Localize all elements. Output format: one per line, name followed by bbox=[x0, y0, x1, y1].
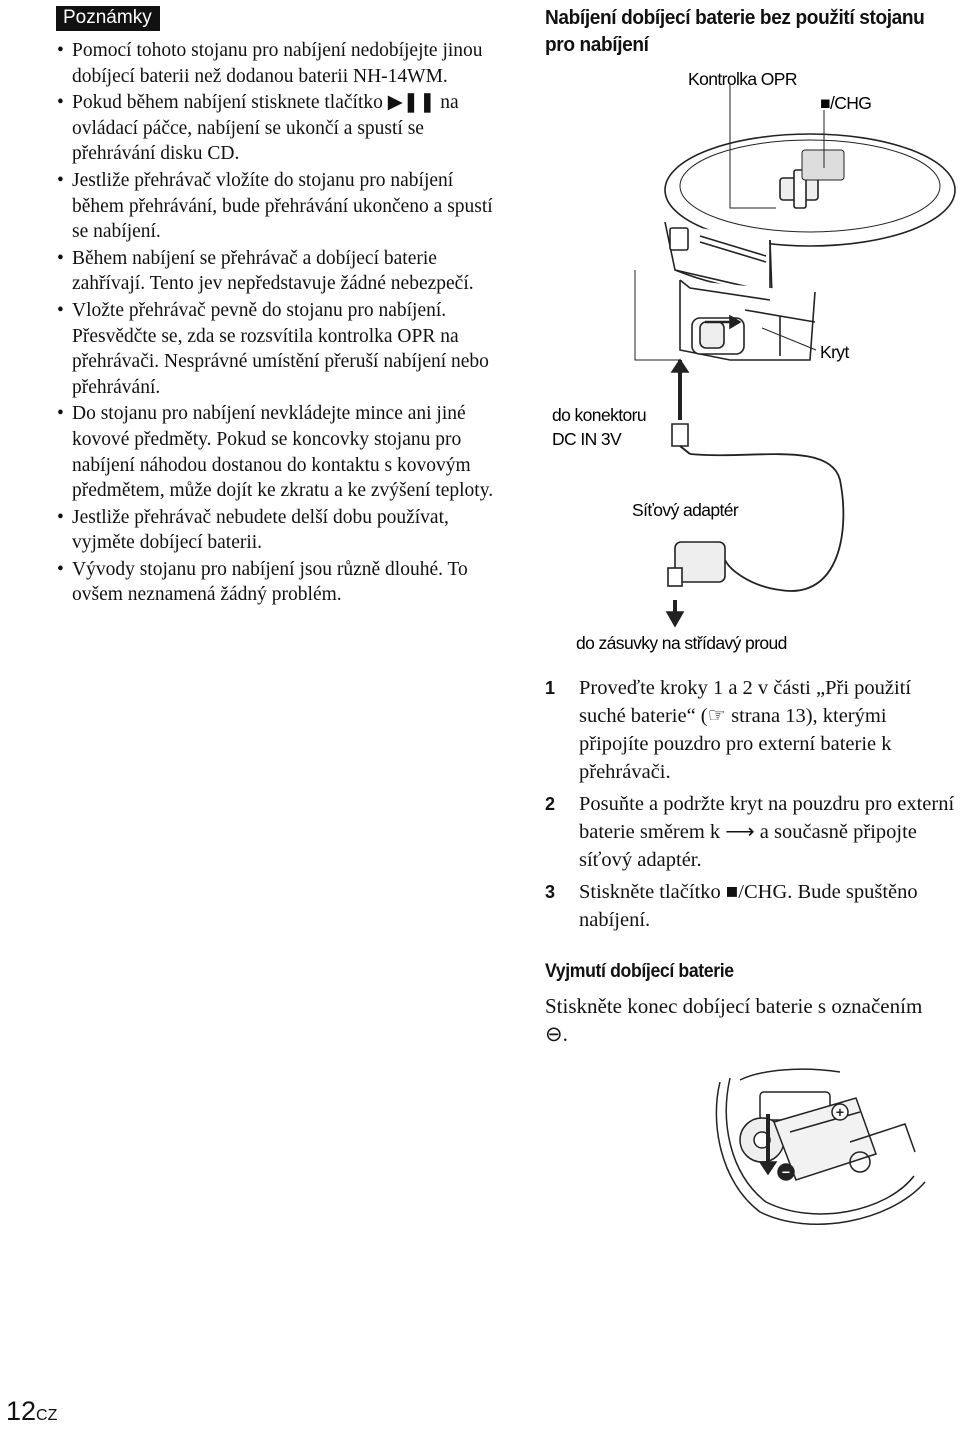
note-item: • Pokud během nabíjení stisknete tlačítko ▶❚❚ na ovládací páčce, nabíjení se ukončí a spustí se přehrávání disku CD. bbox=[56, 90, 496, 167]
label-opr: Kontrolka OPR bbox=[688, 69, 797, 89]
note-item: • Během nabíjení se přehrávač a dobíjecí baterie zahřívají. Tento jev nepředstavuje žádné nebezpečí. bbox=[56, 246, 496, 297]
note-item: • Vložte přehrávač pevně do stojanu pro nabíjení. Přesvědčte se, zda se rozsvítila kontrolka OPR na přehrávači. Nesprávné umístění přeruší nabíjení nebo přehrávání. bbox=[56, 298, 496, 400]
step-number: 2 bbox=[545, 794, 556, 814]
step-number: 1 bbox=[545, 678, 556, 698]
minus-sign: − bbox=[781, 1164, 791, 1180]
step-text: Posuňte a podržte kryt na pouzdru pro externí baterie směrem k ⟶ a současně připojte síťový adaptér. bbox=[579, 793, 955, 871]
removal-text: Stiskněte konec dobíjecí baterie s označením ⊖. bbox=[545, 994, 923, 1046]
note-item: • Jestliže přehrávač nebudete delší dobu používat, vyjměte dobíjecí baterii. bbox=[56, 505, 496, 556]
notes-heading: Poznámky bbox=[56, 6, 160, 31]
charging-diagram bbox=[540, 60, 960, 670]
plus-sign: + bbox=[835, 1104, 845, 1120]
page-number-suffix: CZ bbox=[36, 1407, 58, 1424]
note-item: • Do stojanu pro nabíjení nevkládejte mince ani jiné kovové předměty. Pokud se koncovky stojanu pro nabíjení náhodou dostanou do kontaktu s kovovým předmětem, může dojít ke zkratu a ke zvýšení teploty. bbox=[56, 401, 496, 503]
step-item bbox=[545, 674, 960, 786]
steps-list bbox=[545, 674, 960, 938]
note-item: • Vývody stojanu pro nabíjení jsou různě dlouhé. To ovšem neznamená žádný problém. bbox=[56, 557, 496, 608]
step-number: 3 bbox=[545, 882, 556, 902]
battery-removal-diagram bbox=[700, 1062, 940, 1232]
step-text: Proveďte kroky 1 a 2 v části „Při použití suché baterie“ (☞ strana 13), kterými připojíte pouzdro pro externí baterie k přehrávači. bbox=[579, 677, 912, 783]
removal-heading: Vyjmutí dobíjecí baterie bbox=[545, 961, 734, 982]
note-item: • Jestliže přehrávač vložíte do stojanu pro nabíjení během přehrávání, bude přehrávání ukončeno a spustí se nabíjení. bbox=[56, 168, 496, 245]
notes-list bbox=[56, 38, 496, 609]
page-number bbox=[6, 1396, 57, 1431]
label-dc-2: DC IN 3V bbox=[552, 429, 622, 449]
step-item bbox=[545, 878, 960, 934]
label-outlet: do zásuvky na střídavý proud bbox=[576, 633, 787, 653]
section-heading: Nabíjení dobíjecí baterie bez použití stojanu pro nabíjení bbox=[545, 6, 925, 56]
step-item bbox=[545, 790, 960, 874]
note-item: • Pomocí tohoto stojanu pro nabíjení nedobíjejte jinou dobíjecí baterii než dodanou baterii NH-14WM. bbox=[56, 38, 496, 89]
label-chg: ■/CHG bbox=[820, 93, 872, 113]
label-kryt: Kryt bbox=[820, 342, 849, 362]
label-dc-1: do konektoru bbox=[552, 405, 646, 425]
step-text: Stiskněte tlačítko ■/CHG. Bude spuštěno nabíjení. bbox=[579, 881, 918, 931]
page-number-value: 12 bbox=[6, 1396, 37, 1426]
label-adapter: Síťový adaptér bbox=[632, 500, 739, 520]
